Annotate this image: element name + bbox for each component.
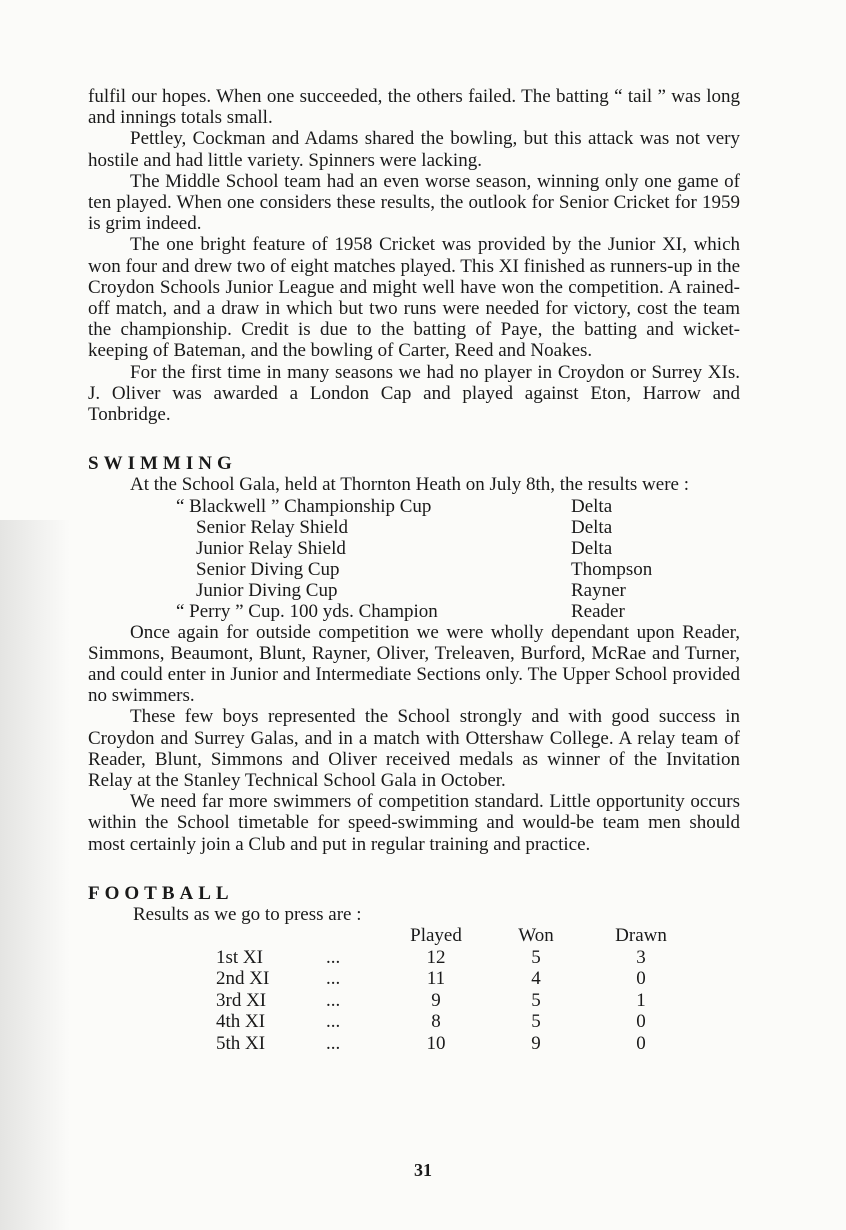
page-body	[88, 86, 740, 1054]
gala-event: Junior Diving Cup	[196, 579, 338, 601]
team-name: 4th XI	[216, 1011, 266, 1033]
cricket-paragraph: The one bright feature of 1958 Cricket was provided by the Junior XI, which won four and drew two of eight matches played. This XI finished as runners-up in the Croydon Schools Junior League and might well have won the competition. A rained-off match, and a draw in which but two runs were needed for victory, cost the team the championship. Credit is due to the batting of Paye, the batting and wicket-keeping of Bateman, and the bowling of Carter, Reed and Noakes.	[88, 234, 740, 362]
cricket-paragraph: Pettley, Cockman and Adams shared the bowling, but this attack was not very hostile and had little variety. Spinners were lacking.	[88, 128, 740, 171]
gala-event: “ Perry ” Cup. 100 yds. Champion	[176, 600, 438, 622]
football-results-table	[216, 925, 696, 1054]
swimming-intro: At the School Gala, held at Thornton Heath on July 8th, the results were :	[130, 474, 689, 496]
gala-event: “ Blackwell ” Championship Cup	[176, 495, 432, 517]
table-row	[176, 559, 652, 580]
drawn-value: 0	[636, 968, 646, 990]
table-row	[176, 517, 652, 538]
column-header-won: Won	[518, 925, 554, 947]
table-row	[216, 1033, 696, 1055]
binding-shadow	[0, 520, 70, 1230]
football-heading: FOOTBALL	[88, 882, 234, 904]
table-row	[216, 990, 696, 1012]
played-value: 11	[426, 968, 446, 990]
leader-dots: ...	[326, 968, 341, 990]
gala-winner: Reader	[571, 600, 625, 622]
swimming-paragraph: We need far more swimmers of competition standard. Little opportunity occurs within the School timetable for speed-swimming and would-be team men should most certainly join a Club and put in regular training and practice.	[88, 791, 740, 855]
won-value: 5	[531, 946, 541, 968]
drawn-value: 3	[636, 946, 646, 968]
team-name: 3rd XI	[216, 989, 267, 1011]
gala-results-table	[176, 496, 652, 622]
gala-winner: Delta	[571, 516, 613, 538]
leader-dots: ...	[326, 1011, 341, 1033]
table-row	[216, 947, 696, 969]
won-value: 5	[531, 989, 541, 1011]
drawn-value: 1	[636, 989, 646, 1011]
gala-winner: Delta	[571, 495, 613, 517]
gala-winner: Thompson	[571, 558, 653, 580]
won-value: 5	[531, 1011, 541, 1033]
team-name: 1st XI	[216, 946, 263, 968]
football-section	[88, 883, 740, 1054]
team-name: 5th XI	[216, 1032, 266, 1054]
gala-event: Senior Relay Shield	[196, 516, 348, 538]
column-header-played: Played	[410, 925, 462, 947]
drawn-value: 0	[636, 1011, 646, 1033]
cricket-section	[88, 86, 740, 425]
gala-event: Senior Diving Cup	[196, 558, 340, 580]
played-value: 10	[426, 1032, 446, 1054]
table-row	[176, 580, 652, 601]
column-header-drawn: Drawn	[615, 925, 667, 947]
played-value: 9	[431, 989, 441, 1011]
team-name: 2nd XI	[216, 968, 270, 990]
table-row	[176, 496, 652, 517]
won-value: 9	[531, 1032, 541, 1054]
table-row	[176, 538, 652, 559]
played-value: 8	[431, 1011, 441, 1033]
table-header-row	[216, 925, 696, 947]
drawn-value: 0	[636, 1032, 646, 1054]
gala-event: Junior Relay Shield	[196, 537, 346, 559]
table-row	[216, 968, 696, 990]
leader-dots: ...	[326, 1032, 341, 1054]
leader-dots: ...	[326, 946, 341, 968]
cricket-paragraph: For the first time in many seasons we had no player in Croydon or Surrey XIs. J. Oliver was awarded a London Cap and played against Eton, Harrow and Tonbridge.	[88, 361, 740, 426]
leader-dots: ...	[326, 989, 341, 1011]
football-intro: Results as we go to press are :	[133, 904, 362, 926]
swimming-paragraph: Once again for outside competition we were wholly dependant upon Reader, Simmons, Beaumont, Blunt, Rayner, Oliver, Treleaven, Burford, McRae and Turner, and could enter in Junior and Intermediate Sections only. The Upper School provided no swimmers.	[88, 621, 740, 707]
swimming-section	[88, 453, 740, 855]
page-number: 31	[414, 1160, 432, 1180]
cricket-paragraph: fulfil our hopes. When one succeeded, the others failed. The batting “ tail ” was long and innings totals small.	[88, 86, 740, 129]
swimming-heading: SWIMMING	[88, 453, 237, 475]
gala-winner: Delta	[571, 537, 613, 559]
won-value: 4	[531, 968, 541, 990]
gala-winner: Rayner	[571, 579, 626, 601]
table-row	[216, 1011, 696, 1033]
played-value: 12	[426, 946, 446, 968]
swimming-paragraph: These few boys represented the School strongly and with good success in Croydon and Surrey Galas, and in a match with Ottershaw College. A relay team of Reader, Blunt, Simmons and Oliver received medals as winner of the Invitation Relay at the Stanley Technical School Gala in October.	[88, 706, 740, 792]
cricket-paragraph: The Middle School team had an even worse season, winning only one game of ten played. When one considers these results, the outlook for Senior Cricket for 1959 is grim indeed.	[88, 170, 740, 235]
table-row	[176, 601, 652, 622]
